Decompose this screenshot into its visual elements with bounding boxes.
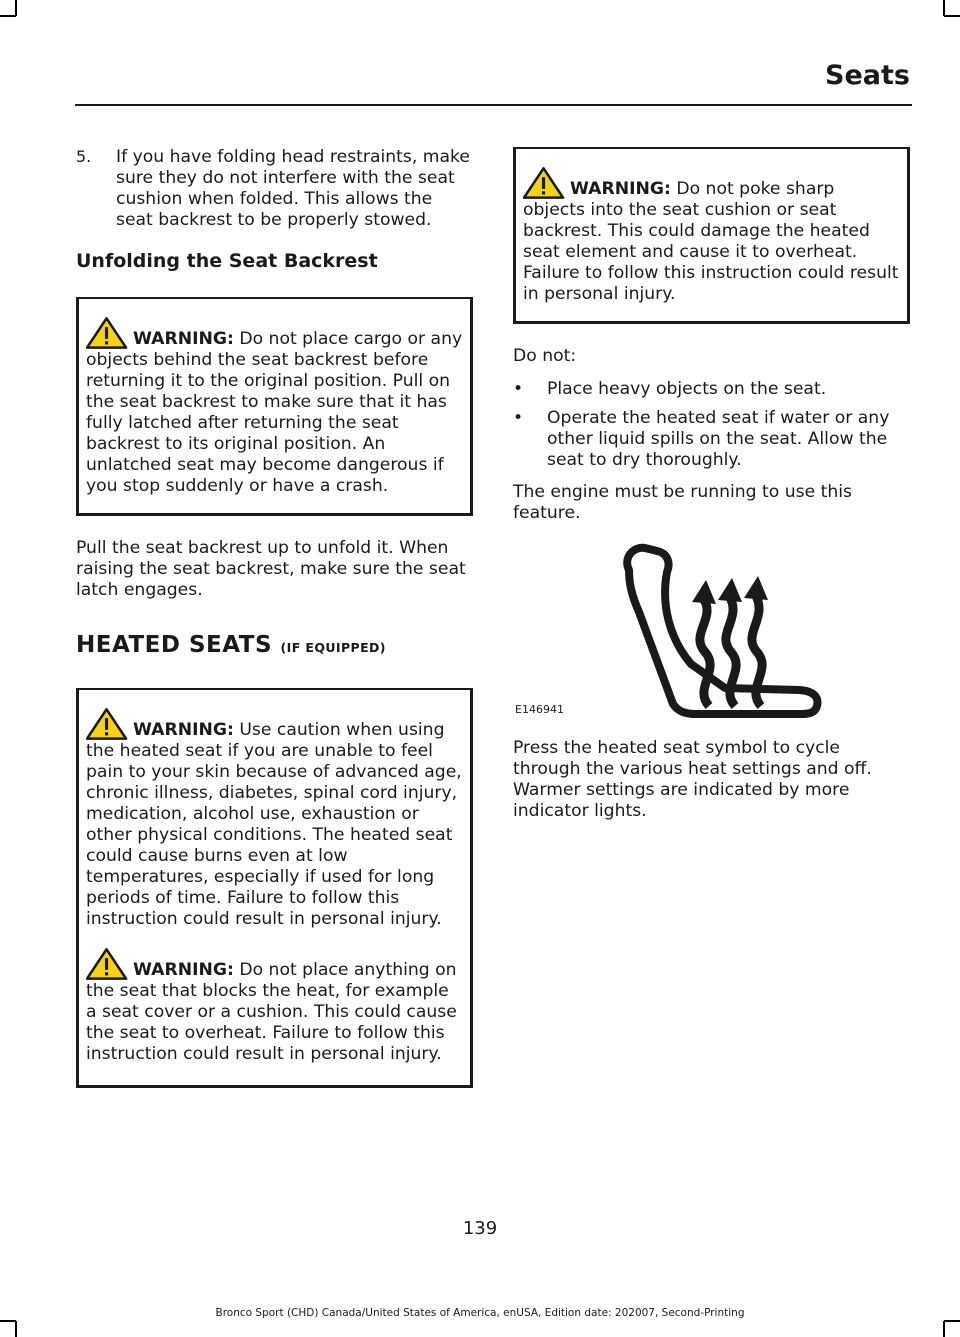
page-title: Seats: [825, 60, 910, 91]
figure-code: E146941: [515, 703, 564, 716]
footer-text: Bronco Sport (CHD) Canada/United States of America, enUSA, Edition date: 202007, Second-Printing: [215, 1307, 745, 1319]
step-text: If you have folding head restraints, make sure they do not interfere with the seat cushion when folded. This allows the seat backrest to be properly stowed.: [116, 147, 470, 230]
unfold-paragraph: Pull the seat backrest up to unfold it. When raising the seat backrest, make sure the seat latch engages.: [76, 538, 466, 600]
heated-seat-figure: [513, 536, 910, 716]
warning-label: WARNING:: [133, 329, 234, 349]
heated-seat-icon: [609, 538, 829, 718]
warning-label: WARNING:: [133, 960, 234, 980]
warning-box: [76, 688, 473, 1088]
section-heading-text: HEATED SEATS: [76, 632, 273, 658]
warning-triangle-icon: [86, 947, 129, 981]
step-number: 5.: [76, 147, 92, 166]
warning-text: Do not poke sharp objects into the seat cushion or seat backrest. This could damage the heated seat element and cause it to overheat. Failure to follow this instruction could result in personal injury.: [523, 179, 899, 304]
warning-text: Do not place anything on the seat that blocks the heat, for example a seat cover or a cushion. This could cause the seat to overheat. Failure to follow this instruction could result in personal injury.: [86, 960, 457, 1064]
list-item: [513, 408, 910, 471]
step-5: [76, 147, 473, 231]
crop-mark: [944, 15, 960, 17]
engine-paragraph: The engine must be running to use this feature.: [513, 482, 853, 523]
warning-triangle-icon: [523, 166, 566, 200]
warning-label: WARNING:: [133, 720, 234, 740]
header-divider: [75, 104, 912, 106]
do-not-label: Do not:: [513, 346, 577, 366]
warning-box: [513, 147, 910, 324]
warning-box: [76, 297, 473, 516]
warning-sharp-objects: [523, 166, 900, 305]
crop-mark: [943, 0, 945, 16]
warning-text: Use caution when using the heated seat if you are unable to feel pain to your skin because of advanced age, chronic illness, diabetes, spinal cord injury, medication, alcohol use, exhaustion or other physical conditions. The heated seat could cause burns even at low temperatures, especially if used for long periods of time. Failure to follow this instruction could result in personal injury.: [86, 720, 462, 929]
press-paragraph: Press the heated seat symbol to cycle through the various heat settings and off. Warmer settings are indicated by more indicator lights.: [513, 738, 872, 821]
list-item-text: Operate the heated seat if water or any other liquid spills on the seat. Allow the seat to dry thoroughly.: [547, 408, 890, 470]
warning-caution-heated: [86, 707, 463, 930]
list-item-text: Place heavy objects on the seat.: [547, 379, 827, 399]
left-column: [76, 147, 473, 1110]
warning-label: WARNING:: [570, 179, 671, 199]
warning-triangle-icon: [86, 316, 129, 350]
crop-mark: [15, 0, 17, 16]
bullet-mark: •: [513, 379, 524, 399]
warning-triangle-icon: [86, 707, 129, 741]
crop-mark: [0, 15, 16, 17]
warning-text: Do not place cargo or any objects behind the seat backrest before returning it to the original position. Pull on the seat backrest to make sure that it has fully latched after returning the seat backrest to its original position. An unlatched seat may become dangerous if you stop suddenly or have a crash.: [86, 329, 463, 496]
bullet-mark: •: [513, 408, 524, 428]
section-heading-heated-seats: [76, 631, 473, 662]
do-not-list: [513, 379, 910, 471]
list-item: [513, 379, 910, 400]
section-heading-suffix: (IF EQUIPPED): [280, 640, 386, 655]
warning-blocking-heat: [86, 947, 463, 1065]
right-column: [513, 147, 910, 834]
warning-cargo: [86, 316, 463, 497]
page-number: 139: [462, 1218, 498, 1239]
unfolding-heading: Unfolding the Seat Backrest: [76, 250, 378, 272]
